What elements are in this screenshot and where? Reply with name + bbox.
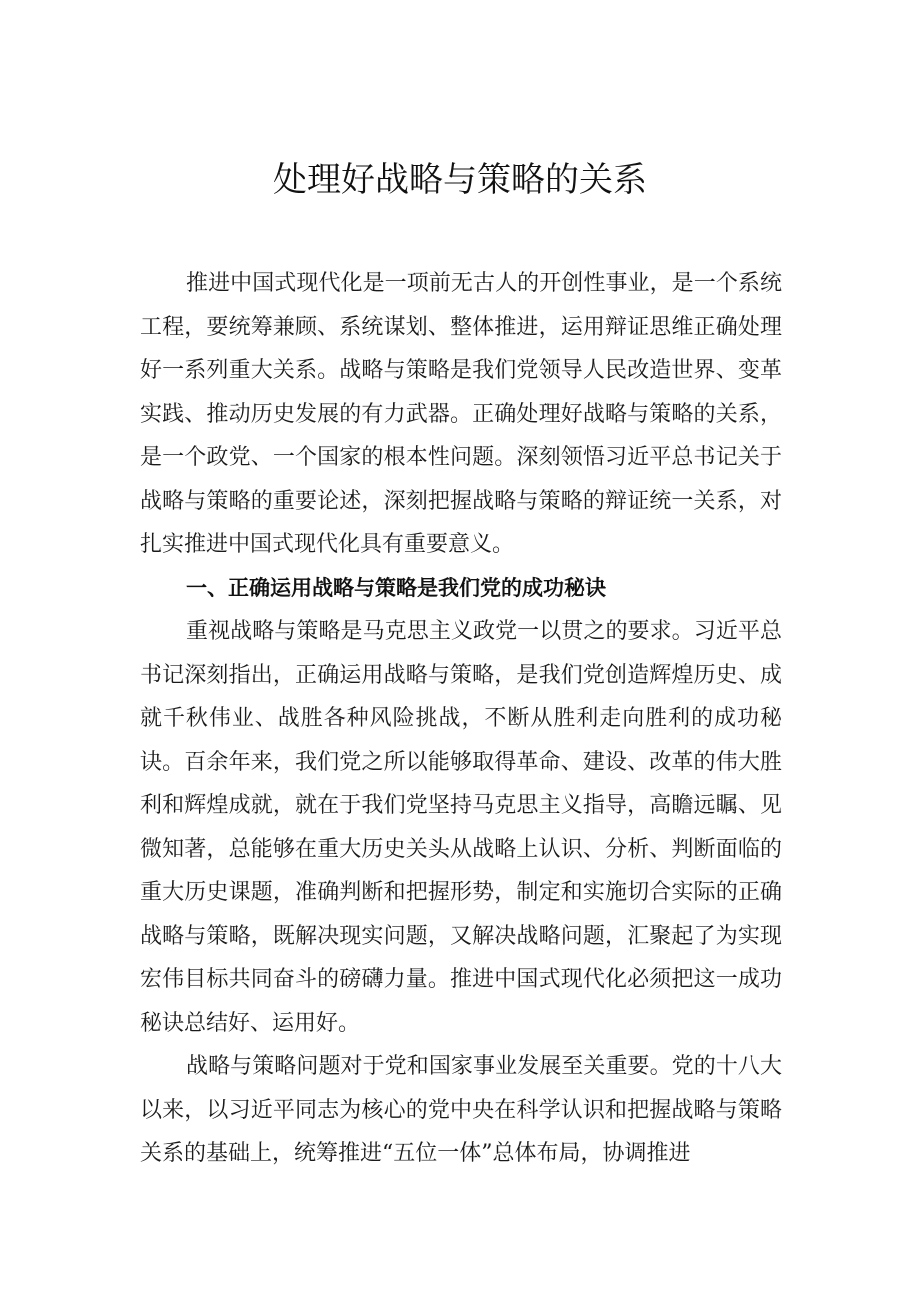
document-body xyxy=(140,262,782,1176)
document-title: 处理好战略与策略的关系 xyxy=(273,160,647,200)
section-heading: 一、正确运用战略与策略是我们党的成功秘诀 xyxy=(186,575,606,600)
section-paragraph: 战略与策略问题对于党和国家事业发展至关重要。党的十八大以来，以习近平同志为核心的党中央在科学认识和把握战略与策略关系的基础上，统筹推进“五位一体”总体布局，协调推进 xyxy=(140,1054,782,1166)
intro-paragraph: 推进中国式现代化是一项前无古人的开创性事业，是一个系统工程，要统筹兼顾、系统谋划、整体推进，运用辩证思维正确处理好一系列重大关系。战略与策略是我们党领导人民改造世界、变革实践、推动历史发展的有力武器。正确处理好战略与策略的关系，是一个政党、一个国家的根本性问题。深刻领悟习近平总书记关于战略与策略的重要论述，深刻把握战略与策略的辩证统一关系，对扎实推进中国式现代化具有重要意义。 xyxy=(140,271,782,557)
section-paragraph: 重视战略与策略是马克思主义政党一以贯之的要求。习近平总书记深刻指出，正确运用战略与策略，是我们党创造辉煌历史、成就千秋伟业、战胜各种风险挑战，不断从胜利走向胜利的成功秘诀。百余年来，我们党之所以能够取得革命、建设、改革的伟大胜利和辉煌成就，就在于我们党坚持马克思主义指导，高瞻远瞩、见微知著，总能够在重大历史关头从战略上认识、分析、判断面临的重大历史课题，准确判断和把握形势，制定和实施切合实际的正确战略与策略，既解决现实问题，又解决战略问题，汇聚起了为实现宏伟目标共同奋斗的磅礴力量。推进中国式现代化必须把这一成功秘诀总结好、运用好。 xyxy=(140,619,782,1036)
